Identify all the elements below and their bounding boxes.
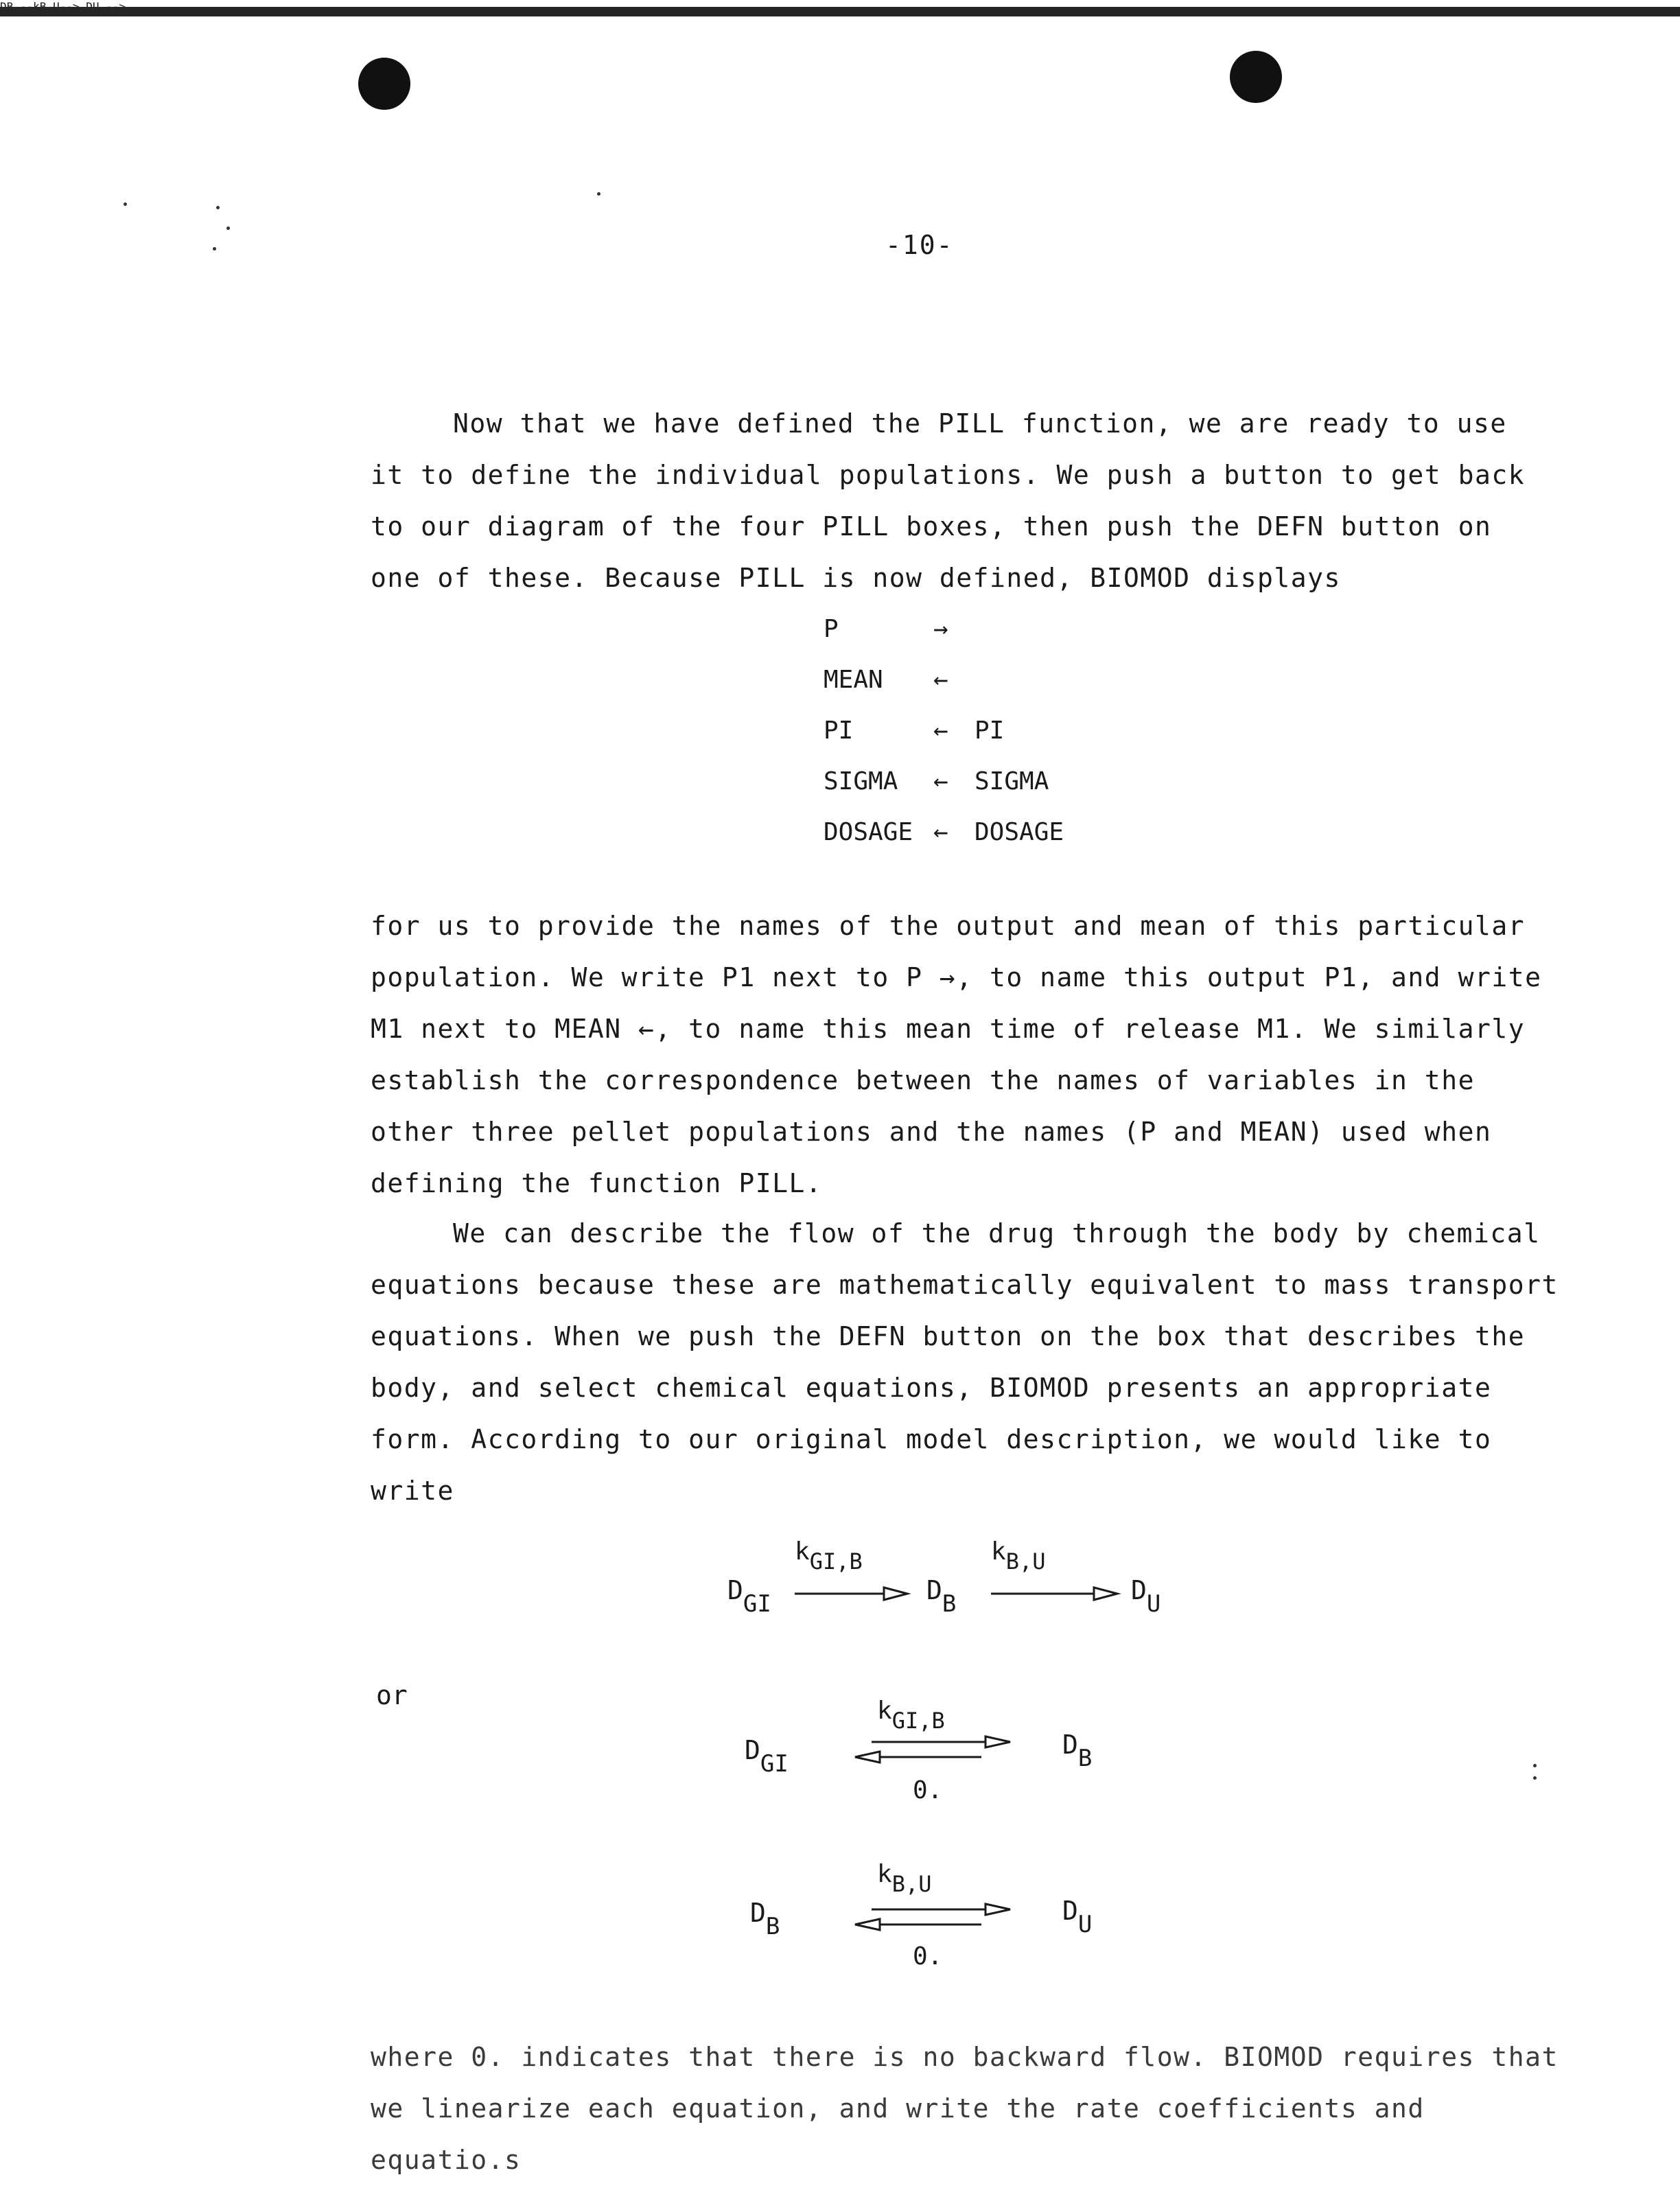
pair1-rate-sub: GI,B xyxy=(891,1708,945,1734)
variable-row xyxy=(824,706,1064,756)
pair1-left-sub: GI xyxy=(760,1750,789,1778)
reversible-arrow xyxy=(851,1736,1016,1767)
chain-rate-gi-b-sub: GI,B xyxy=(809,1548,863,1574)
variable-row xyxy=(824,655,1064,706)
chain-d-b: $D_B$ xyxy=(926,1575,957,1618)
variable-row xyxy=(824,604,1064,655)
paragraph-chemical-equations xyxy=(371,1208,1578,1517)
chain-d-gi: $D_{GI}$ xyxy=(727,1575,771,1618)
scan-speck xyxy=(213,247,216,251)
pair1-rate: $k_{GI,B}$ xyxy=(877,1697,945,1734)
pair2-left-sub: B xyxy=(765,1913,780,1940)
pair1-right-sub: B xyxy=(1077,1745,1093,1772)
pill-variable-table xyxy=(824,604,1064,858)
scan-speck xyxy=(1533,1764,1537,1767)
page-number: -10- xyxy=(885,230,954,260)
pair1-backward-rate: 0. xyxy=(913,1776,943,1804)
forward-arrow xyxy=(795,1585,911,1602)
paragraph-intro xyxy=(371,347,1578,604)
variable-name: P xyxy=(824,615,839,643)
scan-speck xyxy=(1533,1776,1537,1780)
paragraph-names xyxy=(371,900,1578,1209)
variable-arrow: ← xyxy=(933,666,948,694)
chain-d-u-sub: U xyxy=(1146,1590,1161,1618)
variable-arrow: ← xyxy=(933,767,948,795)
pair2-right: $D_U$ xyxy=(1062,1896,1093,1938)
variable-name: SIGMA xyxy=(824,767,898,795)
variable-name: PI xyxy=(824,717,854,745)
chain-rate-gi-b: $k_{GI,B}$ xyxy=(795,1537,863,1574)
punch-hole-left xyxy=(358,58,410,110)
variable-value: PI xyxy=(975,717,1005,745)
variable-arrow: ← xyxy=(933,717,948,745)
pair2-backward-rate: 0. xyxy=(913,1942,943,1970)
paragraph-names-text: for us to provide the names of the output and mean of this particular population. We write P1 next to P →, to name this output P1, and write M1 next to MEAN ←, to name this mean time of release M1. We similarly establish the correspondence between the names of variables in the other three pellet populations and the names (P and MEAN) used when defining the function PILL. xyxy=(371,911,1542,1198)
forward-arrow xyxy=(991,1585,1121,1602)
paragraph-intro-text: Now that we have defined the PILL function, we are ready to use it to define the individual populations. We push a button to get back to our diagram of the four PILL boxes, then push the DEFN button on one of these. Because PILL is now defined, BIOMOD displays xyxy=(371,408,1526,593)
or-label: or xyxy=(376,1680,408,1710)
paragraph-chemical-first-line: We can describe the flow of the drug through the body by chemical xyxy=(453,1218,1541,1248)
scan-speck xyxy=(597,192,600,196)
chain-rate-b-u: $k_{B,U}$ xyxy=(991,1537,1046,1574)
scan-top-border xyxy=(0,7,1680,16)
paragraph-backward-flow xyxy=(371,2032,1578,2186)
variable-value: SIGMA xyxy=(975,767,1049,795)
punch-hole-right xyxy=(1230,51,1282,103)
variable-value: DOSAGE xyxy=(975,818,1064,846)
pair2-rate-sub: B,U xyxy=(891,1871,932,1897)
reversible-arrow xyxy=(851,1904,1016,1934)
variable-name: DOSAGE xyxy=(824,818,913,846)
variable-arrow: ← xyxy=(933,818,948,846)
pair2-right-sub: U xyxy=(1077,1911,1093,1938)
scan-speck xyxy=(124,202,127,206)
pair2-left: $D_B$ xyxy=(750,1898,780,1940)
chain-rate-b-u-sub: B,U xyxy=(1005,1548,1046,1574)
pair2-rate: $k_{B,U}$ xyxy=(877,1860,932,1897)
variable-name: MEAN xyxy=(824,666,883,694)
scan-speck xyxy=(226,226,230,230)
scan-speck xyxy=(216,206,220,209)
variable-row xyxy=(824,756,1064,807)
chain-d-b-sub: B xyxy=(942,1590,957,1618)
pair1-left: $D_{GI}$ xyxy=(745,1735,789,1778)
pair1-right: $D_B$ xyxy=(1062,1730,1093,1772)
paragraph-chemical-rest: equations because these are mathematically equivalent to mass transport equations. When we push the DEFN button on the box that describes the body, and select chemical equations, BIOMOD presents an appropriate form. According to our original model description, we would like to write xyxy=(371,1270,1559,1506)
chain-d-u: $D_U$ xyxy=(1131,1575,1161,1618)
chain-d-gi-sub: GI xyxy=(743,1590,771,1618)
variable-row xyxy=(824,807,1064,858)
variable-arrow: → xyxy=(933,615,948,643)
paragraph-backward-flow-text: where 0. indicates that there is no backward flow. BIOMOD requires that we linearize each equation, and write the rate coefficients and equatio.s xyxy=(371,2042,1559,2175)
